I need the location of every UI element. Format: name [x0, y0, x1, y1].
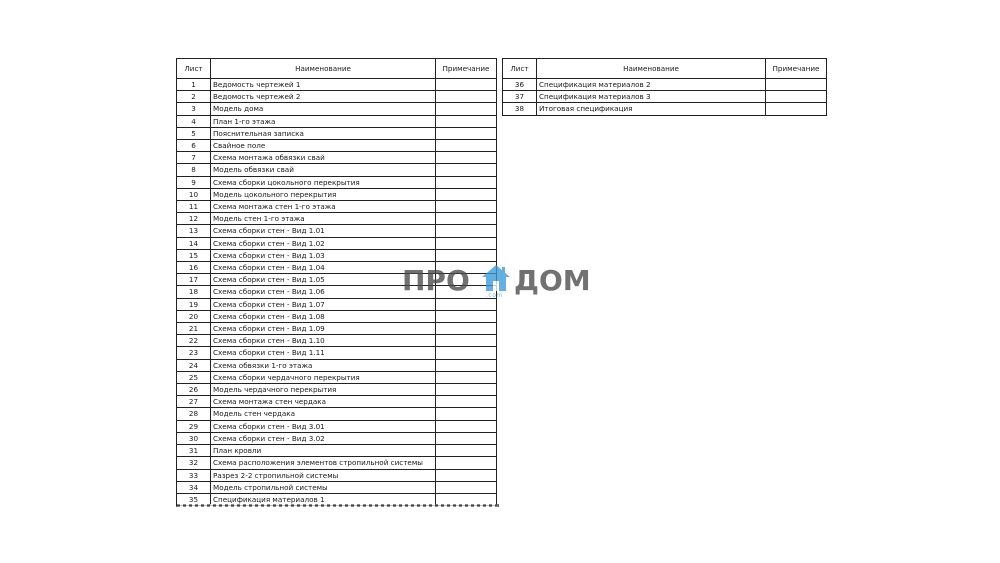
table-row	[177, 164, 497, 176]
table-header-row	[503, 59, 827, 79]
table-row	[177, 335, 497, 347]
sheet-number-cell: 15	[177, 249, 211, 261]
sheet-number-cell: 13	[177, 225, 211, 237]
table-row	[177, 347, 497, 359]
watermark-subtext: .com	[486, 292, 503, 299]
sheet-name-cell: Схема монтажа стен 1-го этажа	[211, 201, 436, 213]
table-row	[177, 310, 497, 322]
sheet-name-cell: Схема сборки стен - Вид 1.01	[211, 225, 436, 237]
watermark-logo	[402, 262, 602, 302]
sheet-number-cell: 16	[177, 262, 211, 274]
sheet-note-cell	[436, 347, 497, 359]
sheet-note-cell	[436, 408, 497, 420]
table-row	[177, 152, 497, 164]
sheet-note-cell	[436, 384, 497, 396]
sheet-note-cell	[436, 396, 497, 408]
sheet-name-cell: Свайное поле	[211, 140, 436, 152]
table-row	[177, 201, 497, 213]
sheet-number-cell: 9	[177, 176, 211, 188]
table-row	[177, 371, 497, 383]
table-row	[177, 176, 497, 188]
sheet-name-cell: Схема сборки стен - Вид 1.09	[211, 323, 436, 335]
sheet-number-cell: 1	[177, 79, 211, 91]
sheet-name-cell: Разрез 2-2 стропильной системы	[211, 469, 436, 481]
sheet-name-cell: Схема сборки стен - Вид 3.01	[211, 420, 436, 432]
sheet-name-cell: Модель стен 1-го этажа	[211, 213, 436, 225]
sheet-number-cell: 11	[177, 201, 211, 213]
sheet-note-cell	[436, 91, 497, 103]
sheet-name-cell: Спецификация материалов 1	[211, 493, 436, 505]
sheet-name-cell: Схема сборки стен - Вид 1.06	[211, 286, 436, 298]
table-row	[177, 469, 497, 481]
sheet-note-cell	[436, 359, 497, 371]
table-row	[503, 103, 827, 115]
sheet-name-cell: Схема сборки стен - Вид 1.10	[211, 335, 436, 347]
sheet-number-cell: 36	[503, 79, 537, 91]
table-row	[177, 237, 497, 249]
table-row	[177, 249, 497, 261]
table-cutoff-edge	[176, 504, 499, 507]
sheet-name-cell: План кровли	[211, 445, 436, 457]
sheet-name-cell: Итоговая спецификация	[537, 103, 766, 115]
sheet-name-cell: Схема сборки стен - Вид 1.07	[211, 298, 436, 310]
sheet-number-cell: 19	[177, 298, 211, 310]
sheet-note-cell	[436, 469, 497, 481]
sheet-number-cell: 26	[177, 384, 211, 396]
sheet-note-cell	[436, 457, 497, 469]
drawing-list-table-right	[502, 58, 827, 116]
sheet-note-cell	[766, 103, 827, 115]
sheet-name-cell: Модель чердачного перекрытия	[211, 384, 436, 396]
sheet-name-cell: Модель стен чердака	[211, 408, 436, 420]
sheet-name-cell: Схема сборки цокольного перекрытия	[211, 176, 436, 188]
table-row	[177, 384, 497, 396]
sheet-number-cell: 23	[177, 347, 211, 359]
sheet-number-cell: 4	[177, 115, 211, 127]
sheet-note-cell	[436, 249, 497, 261]
sheet-number-cell: 2	[177, 91, 211, 103]
sheet-number-cell: 27	[177, 396, 211, 408]
watermark-text-right: ДОМ	[514, 264, 591, 297]
sheet-note-cell	[436, 225, 497, 237]
sheet-number-cell: 33	[177, 469, 211, 481]
sheet-note-cell	[436, 152, 497, 164]
table-row	[177, 445, 497, 457]
table-row	[177, 225, 497, 237]
sheet-number-cell: 7	[177, 152, 211, 164]
sheet-name-cell: Схема расположения элементов стропильной системы	[211, 457, 436, 469]
table-header-row	[177, 59, 497, 79]
sheet-name-cell: Схема сборки чердачного перекрытия	[211, 371, 436, 383]
sheet-number-cell: 31	[177, 445, 211, 457]
sheet-name-cell: Пояснительная записка	[211, 127, 436, 139]
sheet-note-cell	[436, 335, 497, 347]
sheet-name-cell: Модель обвязки свай	[211, 164, 436, 176]
sheet-number-cell: 17	[177, 274, 211, 286]
sheet-name-cell: Схема обвязки 1-го этажа	[211, 359, 436, 371]
sheet-note-cell	[436, 213, 497, 225]
table-row	[177, 323, 497, 335]
table-row	[177, 359, 497, 371]
table-row	[177, 127, 497, 139]
sheet-number-cell: 30	[177, 432, 211, 444]
sheet-note-cell	[436, 127, 497, 139]
sheet-number-cell: 20	[177, 310, 211, 322]
sheet-number-cell: 18	[177, 286, 211, 298]
table-row	[177, 140, 497, 152]
sheet-name-cell: Схема сборки стен - Вид 1.05	[211, 274, 436, 286]
table-row	[177, 103, 497, 115]
sheet-number-cell: 37	[503, 91, 537, 103]
sheet-name-cell: План 1-го этажа	[211, 115, 436, 127]
column-header-name: Наименование	[211, 59, 436, 79]
watermark-text-left: ПРО	[402, 264, 470, 297]
table-row	[177, 79, 497, 91]
table-row	[177, 432, 497, 444]
sheet-name-cell: Схема монтажа обвязки свай	[211, 152, 436, 164]
table-row	[177, 408, 497, 420]
column-header-note: Примечание	[436, 59, 497, 79]
table-row	[177, 396, 497, 408]
sheet-name-cell: Модель цокольного перекрытия	[211, 188, 436, 200]
sheet-note-cell	[436, 420, 497, 432]
sheet-note-cell	[436, 115, 497, 127]
column-header-note: Примечание	[766, 59, 827, 79]
sheet-name-cell: Схема монтажа стен чердака	[211, 396, 436, 408]
sheet-note-cell	[436, 201, 497, 213]
sheet-name-cell: Спецификация материалов 3	[537, 91, 766, 103]
sheet-note-cell	[436, 371, 497, 383]
column-header-sheet: Лист	[177, 59, 211, 79]
column-header-sheet: Лист	[503, 59, 537, 79]
sheet-number-cell: 3	[177, 103, 211, 115]
sheet-name-cell: Ведомость чертежей 1	[211, 79, 436, 91]
sheet-note-cell	[436, 176, 497, 188]
sheet-note-cell	[436, 481, 497, 493]
sheet-note-cell	[436, 164, 497, 176]
sheet-number-cell: 6	[177, 140, 211, 152]
sheet-number-cell: 28	[177, 408, 211, 420]
sheet-note-cell	[766, 91, 827, 103]
sheet-name-cell: Схема сборки стен - Вид 1.02	[211, 237, 436, 249]
table-row	[177, 481, 497, 493]
sheet-number-cell: 25	[177, 371, 211, 383]
table-row	[503, 79, 827, 91]
sheet-name-cell: Схема сборки стен - Вид 1.04	[211, 262, 436, 274]
sheet-number-cell: 12	[177, 213, 211, 225]
sheet-number-cell: 21	[177, 323, 211, 335]
sheet-name-cell: Модель дома	[211, 103, 436, 115]
sheet-note-cell	[436, 432, 497, 444]
sheet-note-cell	[436, 237, 497, 249]
sheet-name-cell: Спецификация материалов 2	[537, 79, 766, 91]
sheet-note-cell	[436, 310, 497, 322]
table-row	[177, 91, 497, 103]
house-icon	[480, 262, 512, 294]
sheet-name-cell: Ведомость чертежей 2	[211, 91, 436, 103]
sheet-note-cell	[436, 103, 497, 115]
sheet-name-cell: Модель стропильной системы	[211, 481, 436, 493]
sheet-number-cell: 10	[177, 188, 211, 200]
sheet-name-cell: Схема сборки стен - Вид 1.11	[211, 347, 436, 359]
column-header-name: Наименование	[537, 59, 766, 79]
table-row	[177, 115, 497, 127]
table-row	[177, 457, 497, 469]
sheet-note-cell	[436, 323, 497, 335]
sheet-note-cell	[436, 445, 497, 457]
sheet-note-cell	[436, 79, 497, 91]
sheet-name-cell: Схема сборки стен - Вид 3.02	[211, 432, 436, 444]
sheet-number-cell: 8	[177, 164, 211, 176]
table-row	[177, 188, 497, 200]
sheet-number-cell: 32	[177, 457, 211, 469]
sheet-number-cell: 35	[177, 493, 211, 505]
sheet-number-cell: 24	[177, 359, 211, 371]
sheet-number-cell: 22	[177, 335, 211, 347]
sheet-note-cell	[436, 140, 497, 152]
sheet-number-cell: 14	[177, 237, 211, 249]
sheet-name-cell: Схема сборки стен - Вид 1.03	[211, 249, 436, 261]
sheet-number-cell: 5	[177, 127, 211, 139]
sheet-number-cell: 38	[503, 103, 537, 115]
table-row	[503, 91, 827, 103]
sheet-note-cell	[766, 79, 827, 91]
table-row	[177, 213, 497, 225]
sheet-number-cell: 29	[177, 420, 211, 432]
sheet-number-cell: 34	[177, 481, 211, 493]
table-row	[177, 420, 497, 432]
sheet-name-cell: Схема сборки стен - Вид 1.08	[211, 310, 436, 322]
sheet-note-cell	[436, 188, 497, 200]
